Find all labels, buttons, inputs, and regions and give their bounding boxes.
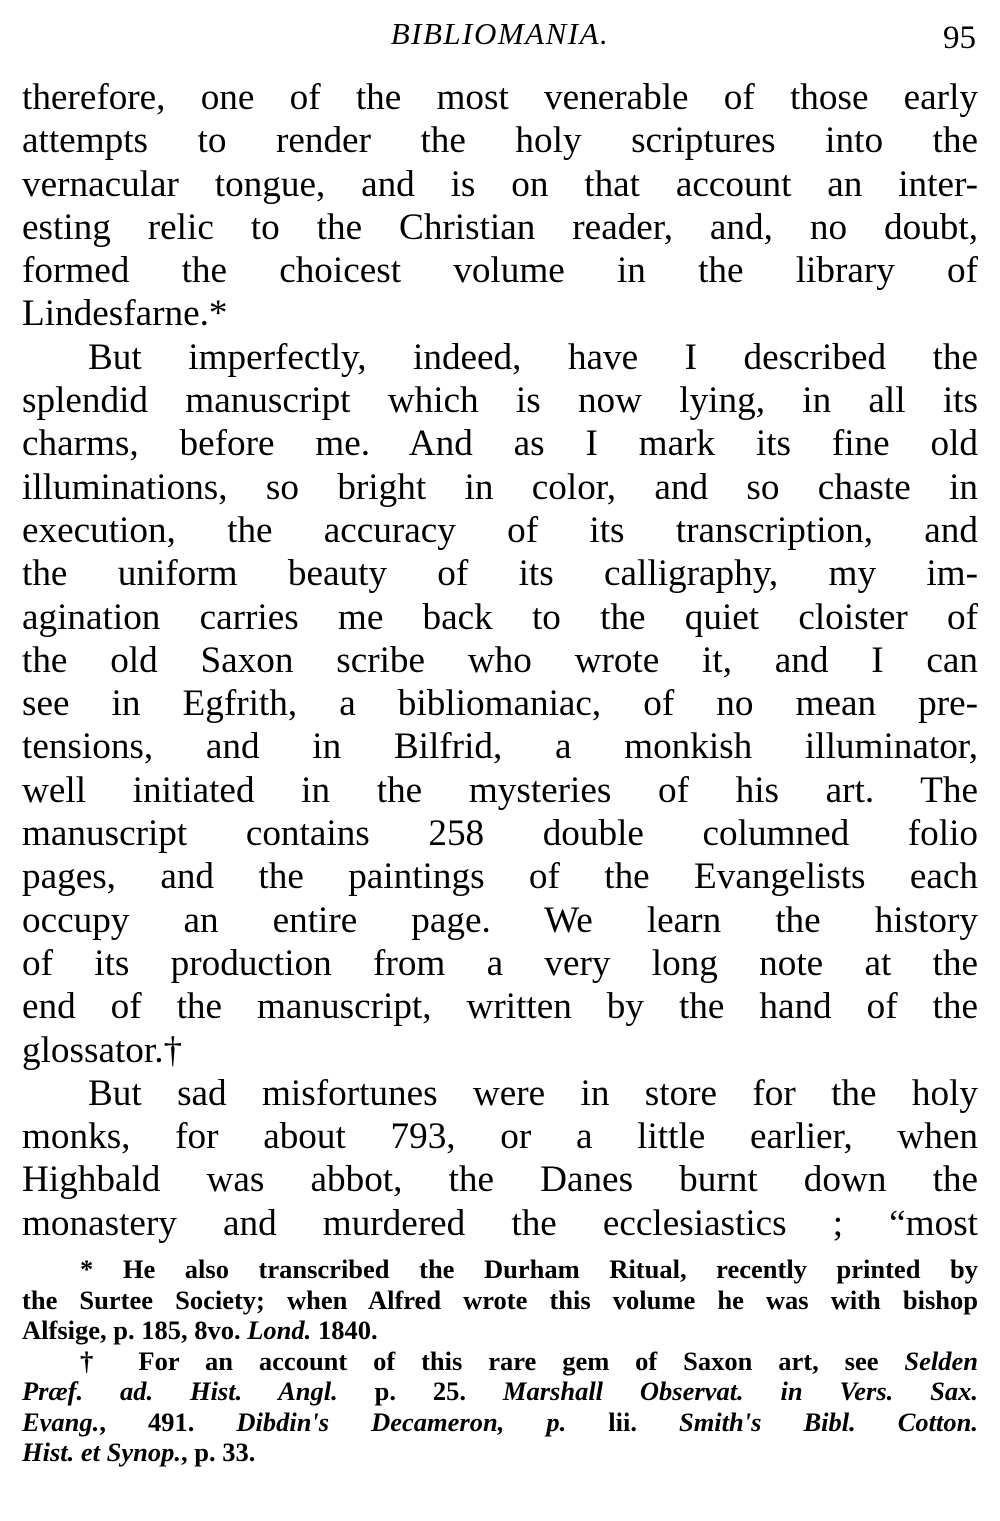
footnote-italic: Dibdin's Decameron, p.	[236, 1406, 567, 1437]
footnote-italic: Hist. et Synop.	[22, 1437, 182, 1467]
text-line: monks, for about 793, or a little earlier, when	[22, 1116, 978, 1158]
footnote-italic: Præf. ad. Hist. Angl.	[22, 1376, 338, 1406]
footnote-text: † For an account of this rare gem of Saxon art, see	[80, 1345, 905, 1376]
text-line: But sad misfortunes were in store for the holy	[88, 1072, 978, 1114]
text-line: esting relic to the Christian reader, and, no doubt,	[22, 206, 978, 248]
text-line: the uniform beauty of its calligraphy, my im-	[22, 553, 978, 595]
footnote-line	[22, 1315, 978, 1346]
footnote-text: , 491.	[99, 1406, 237, 1437]
text-line: of its production from a very long note at the	[22, 942, 978, 984]
footnote-italic: Selden	[904, 1345, 978, 1376]
text-line: monastery and murdered the ecclesiastics ; “most	[22, 1202, 978, 1244]
footnote-text: p. 25.	[337, 1376, 503, 1406]
text-line: tensions, and in Bilfrid, a monkish illuminator,	[22, 726, 978, 768]
text-line: manuscript contains 258 double columned folio	[22, 813, 978, 855]
footnote-line: the Surtee Society; when Alfred wrote this volume he was with bishop	[22, 1284, 978, 1315]
text-line: glossator.†	[22, 1029, 183, 1071]
text-line: splendid manuscript which is now lying, in all its	[22, 380, 978, 422]
text-line: end of the manuscript, written by the hand of the	[22, 986, 978, 1028]
footnote-text: lii.	[566, 1406, 679, 1437]
text-line: the old Saxon scribe who wrote it, and I can	[22, 639, 978, 681]
page-number: 95	[943, 20, 976, 56]
text-line: attempts to render the holy scriptures into the	[22, 120, 978, 162]
text-line: vernacular tongue, and is on that account an inter-	[22, 163, 978, 205]
footnote-line	[22, 1437, 978, 1468]
text-line: formed the choicest volume in the library of	[22, 250, 978, 292]
text-line: Highbald was abbot, the Danes burnt down the	[22, 1159, 978, 1201]
footnote-line	[22, 1346, 978, 1377]
text-line: charms, before me. And as I mark its fine old	[22, 423, 978, 465]
page-header	[22, 14, 978, 54]
footnote-line: * He also transcribed the Durham Ritual, recently printed by	[80, 1254, 978, 1284]
body-text	[22, 76, 978, 1245]
footnote-text: , p. 33.	[181, 1437, 256, 1467]
footnote-text: Alfsige, p. 185, 8vo.	[22, 1315, 248, 1345]
text-line: But imperfectly, indeed, have I described the	[88, 336, 978, 378]
text-line: see in Egfrith, a bibliomaniac, of no mean pre-	[22, 683, 978, 725]
text-line: agination carries me back to the quiet cloister of	[22, 596, 978, 638]
text-line: execution, the accuracy of its transcription, and	[22, 509, 978, 551]
text-line: occupy an entire page. We learn the history	[22, 899, 978, 941]
text-line: Lindesfarne.*	[22, 293, 228, 335]
text-line: pages, and the paintings of the Evangelists each	[22, 856, 978, 898]
footnote-italic: Evang.	[22, 1406, 100, 1437]
running-title: BIBLIOMANIA.	[390, 16, 610, 51]
text-line: well initiated in the mysteries of his art. The	[22, 769, 978, 811]
footnote-text: 1840.	[311, 1315, 378, 1345]
footnote-line	[22, 1407, 978, 1438]
footnote-line	[22, 1376, 978, 1407]
footnotes	[22, 1254, 978, 1468]
text-line: illuminations, so bright in color, and so chaste in	[22, 466, 978, 508]
footnote-italic: Smith's Bibl. Cotton.	[678, 1406, 978, 1437]
footnote-italic: Lond.	[247, 1315, 312, 1345]
footnote-italic: Marshall Observat. in Vers. Sax.	[502, 1376, 979, 1406]
text-line: therefore, one of the most venerable of those early	[22, 77, 978, 118]
